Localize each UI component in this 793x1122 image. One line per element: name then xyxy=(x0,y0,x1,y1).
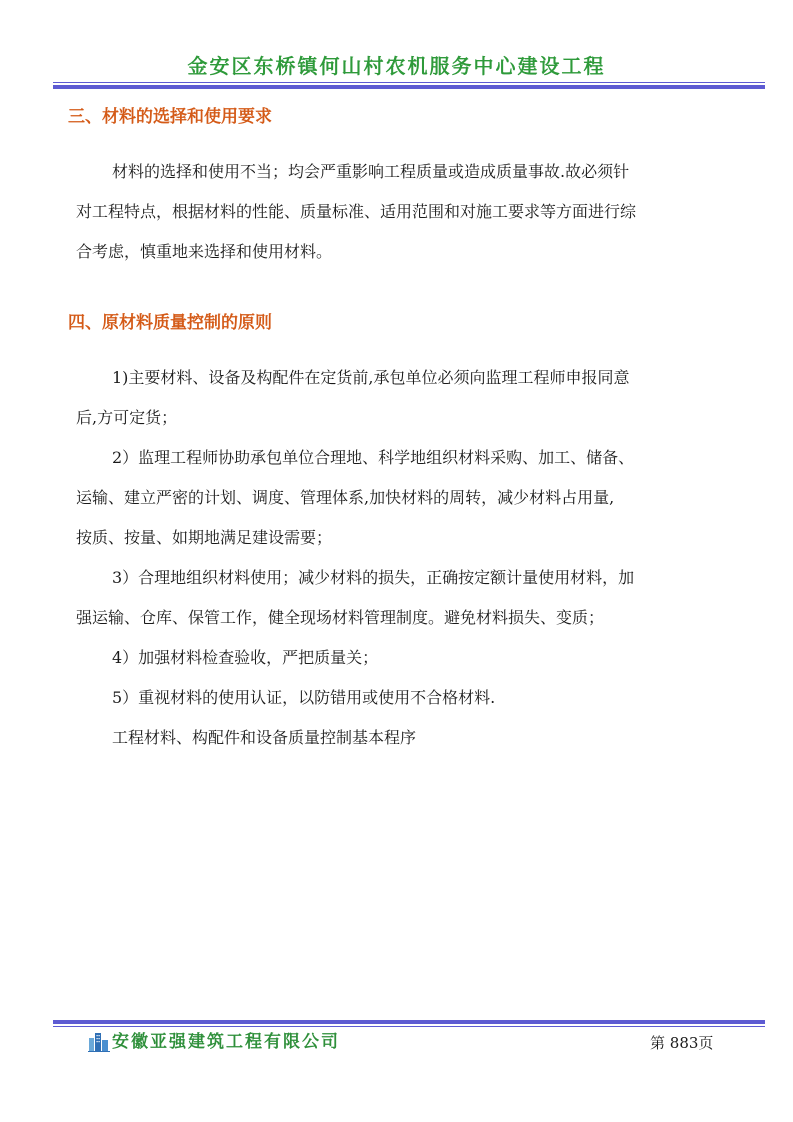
list-item xyxy=(76,558,726,638)
header-rule-thin xyxy=(53,82,765,83)
text-line: 运输、建立严密的计划、调度、管理体系,加快材料的周转，减少材料占用量, xyxy=(76,488,615,507)
building-logo-icon xyxy=(88,1030,110,1052)
page-number xyxy=(650,1032,713,1054)
text-line: 强运输、仓库、保管工作，健全现场材料管理制度。避免材料损失、变质； xyxy=(76,608,605,627)
company-name: 安徽亚强建筑工程有限公司 xyxy=(112,1032,340,1052)
text-line: 对工程特点，根据材料的性能、质量标准、适用范围和对施工要求等方面进行综 xyxy=(76,202,637,221)
section-heading-3: 三、材料的选择和使用要求 xyxy=(68,107,272,127)
page-suffix: 页 xyxy=(698,1034,714,1052)
header-rule-thick xyxy=(53,85,765,89)
list-item xyxy=(76,678,726,718)
footer-rule-thin xyxy=(53,1026,765,1027)
section-4-list xyxy=(76,358,726,758)
closing-line: 工程材料、构配件和设备质量控制基本程序 xyxy=(112,728,417,747)
list-item xyxy=(76,438,726,558)
text-line: 材料的选择和使用不当；均会严重影响工程质量或造成质量事故.故必须针 xyxy=(112,162,630,181)
list-item xyxy=(76,638,726,678)
text-line: 3）合理地组织材料使用；减少材料的损失，正确按定额计量使用材料，加 xyxy=(112,568,635,587)
section-3-paragraph xyxy=(76,152,726,272)
text-line: 5）重视材料的使用认证，以防错用或使用不合格材料. xyxy=(112,688,496,707)
footer-rule-thick xyxy=(53,1020,765,1024)
text-line: 合考虑，慎重地来选择和使用材料。 xyxy=(76,242,333,261)
text-line: 1)主要材料、设备及构配件在定货前,承包单位必须向监理工程师申报同意 xyxy=(112,368,630,387)
section-heading-4: 四、原材料质量控制的原则 xyxy=(68,313,272,333)
document-title: 金安区东桥镇何山村农机服务中心建设工程 xyxy=(187,54,606,78)
page-prefix: 第 xyxy=(650,1034,670,1052)
list-item xyxy=(76,358,726,438)
text-line: 2）监理工程师协助承包单位合理地、科学地组织材料采购、加工、储备、 xyxy=(112,448,635,467)
text-line: 按质、按量、如期地满足建设需要； xyxy=(76,528,333,547)
text-line: 后,方可定货； xyxy=(76,408,178,427)
page-number-value: 883 xyxy=(669,1034,699,1052)
text-line: 4）加强材料检查验收，严把质量关； xyxy=(112,648,379,667)
